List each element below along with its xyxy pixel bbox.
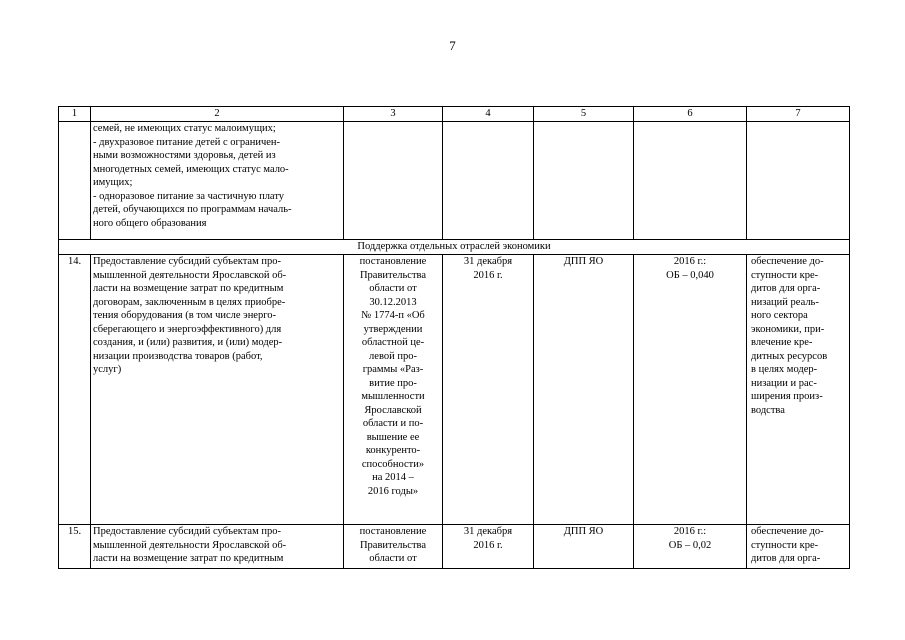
- section-title: Поддержка отдельных отраслей экономики: [59, 240, 850, 255]
- text-line: граммы «Раз-: [362, 364, 424, 375]
- text-line: Правительства: [359, 269, 427, 281]
- column-number: 7: [747, 107, 850, 122]
- text-line: ласти на возмещение затрат по кредитным: [93, 283, 284, 294]
- text-line: витие про-: [369, 377, 417, 389]
- text-line: низации и рас-: [751, 377, 817, 389]
- executor-cell: ДПП ЯО: [534, 255, 634, 525]
- text-line: на 2014 –: [372, 472, 414, 483]
- measures-table: [58, 106, 850, 569]
- desc-cell: [91, 525, 344, 569]
- text-line: дитов для орга-: [751, 553, 821, 564]
- text-line: утверждении: [363, 323, 423, 335]
- column-number: 1: [59, 107, 91, 122]
- basis-cell: [344, 122, 443, 240]
- text-line: Правительства: [359, 539, 427, 551]
- text-line: 2016 г.: [473, 269, 503, 281]
- text-line: низации производства товаров (работ,: [93, 350, 263, 362]
- text-line: ширения произ-: [751, 391, 823, 402]
- text-line: 2016 г.:: [673, 526, 707, 537]
- text-line: ступности кре-: [751, 269, 819, 281]
- text-line: детей, обучающихся по программам началь-: [93, 204, 292, 215]
- text-line: договорам, заключенным в целях приобре-: [93, 296, 286, 308]
- deadline-cell: [443, 122, 534, 240]
- text-line: ными возможностями здоровья, детей из: [93, 150, 276, 161]
- column-number: 4: [443, 107, 534, 122]
- text-line: 30.12.2013: [369, 296, 417, 308]
- funding-cell: [634, 255, 747, 525]
- text-line: постановление: [359, 256, 427, 267]
- text-line: мышленной деятельности Ярославской об-: [93, 539, 287, 551]
- text-line: способности»: [361, 458, 425, 470]
- text-line: ласти на возмещение затрат по кредитным: [93, 553, 284, 564]
- text-line: области и по-: [362, 418, 424, 429]
- text-line: ОБ – 0,02: [668, 539, 712, 551]
- text-line: левой про-: [369, 350, 417, 362]
- executor-cell: [534, 122, 634, 240]
- text-line: Предоставление субсидий субъектам про-: [93, 526, 281, 537]
- text-line: ступности кре-: [751, 539, 819, 551]
- text-line: области от: [369, 553, 417, 564]
- text-line: области от: [369, 283, 417, 294]
- text-line: влечение кре-: [751, 337, 813, 348]
- section-row: [59, 240, 850, 255]
- text-line: 31 декабря: [463, 256, 513, 267]
- text-line: 2016 годы»: [367, 485, 419, 497]
- row-number: 14.: [59, 255, 91, 525]
- text-line: низаций реаль-: [751, 296, 819, 308]
- text-line: дитов для орга-: [751, 283, 821, 294]
- text-line: мышленной деятельности Ярославской об-: [93, 269, 287, 281]
- text-line: услуг): [93, 364, 122, 375]
- table-row: [59, 255, 850, 525]
- result-cell: [747, 255, 850, 525]
- text-line: ного сектора: [751, 310, 808, 321]
- continuation-row: [59, 122, 850, 240]
- text-line: - двухразовое питание детей с ограничен-: [93, 136, 281, 148]
- text-line: тения оборудования (в том числе энерго-: [93, 310, 277, 321]
- page-number: 7: [449, 38, 456, 53]
- text-line: водства: [751, 404, 785, 416]
- text-line: 31 декабря: [463, 526, 513, 537]
- text-line: обеспечение до-: [751, 526, 824, 537]
- text-line: № 1774-п «Об: [361, 310, 425, 321]
- deadline-cell: [443, 255, 534, 525]
- text-line: постановление: [359, 526, 427, 537]
- num-cell: [59, 122, 91, 240]
- desc-cell: [91, 255, 344, 525]
- text-line: экономики, при-: [751, 323, 825, 335]
- column-number: 2: [91, 107, 344, 122]
- text-line: вышение ее: [366, 431, 420, 443]
- text-line: областной це-: [361, 337, 425, 348]
- text-line: мышленности: [361, 391, 425, 402]
- basis-cell: [344, 255, 443, 525]
- text-line: сберегающего и энергоэффективного) для: [93, 323, 282, 335]
- text-line: создания, и (или) развития, и (или) модер-: [93, 337, 283, 348]
- text-line: дитных ресурсов: [751, 350, 828, 362]
- text-line: семей, не имеющих статус малоимущих;: [93, 123, 276, 134]
- text-line: многодетных семей, имеющих статус мало-: [93, 163, 289, 175]
- table-row: [59, 525, 850, 569]
- column-number: 3: [344, 107, 443, 122]
- text-line: Ярославской: [364, 404, 422, 416]
- funding-cell: [634, 122, 747, 240]
- result-cell: [747, 525, 850, 569]
- text-line: - одноразовое питание за частичную плату: [93, 190, 285, 202]
- text-line: Предоставление субсидий субъектам про-: [93, 256, 281, 267]
- text-line: 2016 г.:: [673, 256, 707, 267]
- text-line: ного общего образования: [93, 217, 207, 229]
- desc-cell: [91, 122, 344, 240]
- result-cell: [747, 122, 850, 240]
- funding-cell: [634, 525, 747, 569]
- row-number: 15.: [59, 525, 91, 569]
- column-numbers-row: [59, 107, 850, 122]
- text-line: имущих;: [93, 177, 133, 188]
- text-line: в целях модер-: [751, 364, 818, 375]
- text-line: обеспечение до-: [751, 256, 824, 267]
- text-line: конкуренто-: [365, 445, 421, 456]
- column-number: 6: [634, 107, 747, 122]
- text-line: 2016 г.: [473, 539, 503, 551]
- deadline-cell: [443, 525, 534, 569]
- basis-cell: [344, 525, 443, 569]
- executor-cell: ДПП ЯО: [534, 525, 634, 569]
- column-number: 5: [534, 107, 634, 122]
- text-line: ОБ – 0,040: [666, 269, 714, 281]
